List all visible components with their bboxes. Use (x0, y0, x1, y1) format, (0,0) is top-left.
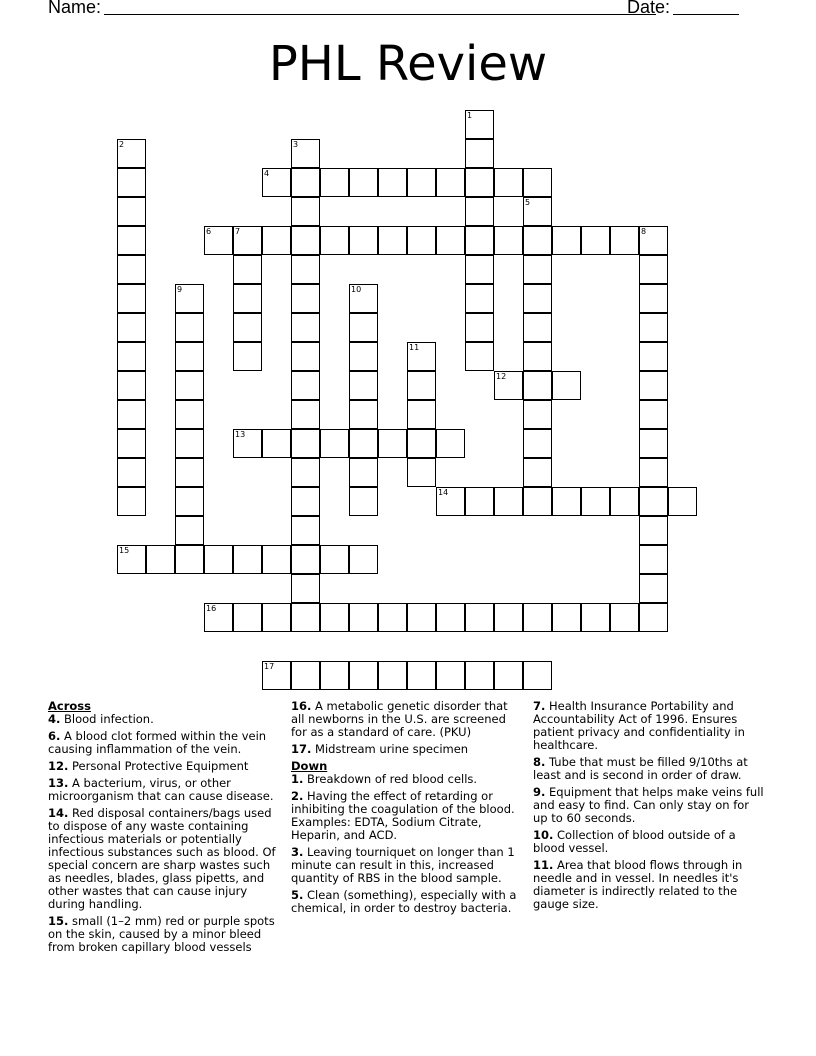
clue-number: 15. (48, 914, 69, 928)
grid-cell[interactable] (291, 429, 320, 458)
grid-cell[interactable] (639, 458, 668, 487)
grid-cell[interactable] (262, 603, 291, 632)
grid-cell[interactable] (175, 342, 204, 371)
grid-cell[interactable] (291, 487, 320, 516)
grid-cell[interactable] (204, 603, 233, 632)
grid-cell[interactable] (175, 313, 204, 342)
clue-number: 14. (48, 806, 69, 820)
grid-cell[interactable] (291, 168, 320, 197)
grid-cell[interactable] (378, 429, 407, 458)
grid-cell[interactable] (349, 313, 378, 342)
clue-number: 14 (438, 488, 449, 497)
grid-cell[interactable] (117, 197, 146, 226)
clue-text: Health Insurance Portability and Accountability Act of 1996. Ensures patient privacy and confidentiality in healthcare. (533, 699, 745, 752)
clue-number: 12. (48, 759, 69, 773)
grid-cell[interactable] (320, 168, 349, 197)
grid-cell[interactable] (407, 342, 436, 371)
grid-cell[interactable] (494, 661, 523, 690)
clue-number: 1. (291, 772, 304, 786)
grid-cell[interactable] (291, 400, 320, 429)
clue-text: Clean (something), especially with a chemical, in order to destroy bacteria. (291, 888, 517, 915)
grid-cell[interactable] (349, 429, 378, 458)
grid-cell[interactable] (436, 487, 465, 516)
grid-cell[interactable] (523, 429, 552, 458)
grid-cell[interactable] (291, 139, 320, 168)
grid-cell[interactable] (465, 255, 494, 284)
clue-number: 4. (48, 712, 61, 726)
grid-cell[interactable] (291, 371, 320, 400)
grid-cell[interactable] (639, 313, 668, 342)
grid-cell[interactable] (581, 226, 610, 255)
grid-cell[interactable] (465, 197, 494, 226)
grid-cell[interactable] (639, 545, 668, 574)
grid-cell[interactable] (117, 458, 146, 487)
clue-number: 1 (467, 111, 473, 120)
clue-text: Personal Protective Equipment (68, 759, 249, 773)
grid-cell[interactable] (291, 226, 320, 255)
clue-item (291, 773, 523, 786)
grid-cell[interactable] (320, 603, 349, 632)
grid-cell[interactable] (320, 429, 349, 458)
grid-cell[interactable] (436, 603, 465, 632)
grid-cell[interactable] (291, 516, 320, 545)
clue-item (533, 756, 765, 782)
clue-number: 17. (291, 742, 312, 756)
grid-cell[interactable] (117, 226, 146, 255)
clue-text: Having the effect of retarding or inhibiting the coagulation of the blood. Examples: EDTA, Sodium Citrate, Heparin, and ACD. (291, 789, 515, 842)
grid-cell[interactable] (639, 400, 668, 429)
grid-cell[interactable] (552, 487, 581, 516)
clue-number: 7. (533, 699, 546, 713)
grid-cell[interactable] (175, 516, 204, 545)
grid-cell[interactable] (407, 429, 436, 458)
clue-number: 16. (291, 699, 312, 713)
clue-text: Tube that must be filled 9/10ths at least and is second in order of draw. (533, 755, 748, 782)
grid-cell[interactable] (291, 603, 320, 632)
clue-item (533, 859, 765, 911)
grid-cell[interactable] (204, 545, 233, 574)
clue-item (533, 786, 765, 825)
clue-number: 7 (235, 227, 241, 236)
grid-cell[interactable] (349, 168, 378, 197)
grid-cell[interactable] (117, 545, 146, 574)
clue-number: 8 (641, 227, 647, 236)
clue-text: Equipment that helps make veins full and easy to find. Can only stay on for up to 60 seconds. (533, 785, 764, 825)
grid-cell[interactable] (639, 342, 668, 371)
grid-cell[interactable] (639, 371, 668, 400)
grid-cell[interactable] (291, 313, 320, 342)
grid-cell[interactable] (465, 139, 494, 168)
grid-cell[interactable] (378, 661, 407, 690)
grid-cell[interactable] (552, 226, 581, 255)
clue-number: 3. (291, 845, 304, 859)
grid-cell[interactable] (523, 197, 552, 226)
grid-cell[interactable] (349, 661, 378, 690)
grid-cell[interactable] (436, 168, 465, 197)
grid-cell[interactable] (233, 545, 262, 574)
clue-number: 10. (533, 828, 554, 842)
grid-cell[interactable] (349, 342, 378, 371)
clue-text: Blood infection. (60, 712, 154, 726)
grid-cell[interactable] (465, 603, 494, 632)
grid-cell[interactable] (407, 371, 436, 400)
grid-cell[interactable] (639, 516, 668, 545)
clue-number: 13. (48, 776, 69, 790)
clue-text: Area that blood flows through in needle and in vessel. In needles it's diameter is indirectly related to the gauge size. (533, 858, 743, 911)
grid-cell[interactable] (117, 255, 146, 284)
grid-cell[interactable] (610, 487, 639, 516)
grid-cell[interactable] (407, 400, 436, 429)
grid-cell[interactable] (465, 313, 494, 342)
grid-cell[interactable] (349, 400, 378, 429)
grid-cell[interactable] (523, 313, 552, 342)
clue-number: 9. (533, 785, 546, 799)
clue-text: small (1–2 mm) red or purple spots on the skin, caused by a minor bleed from broken capillary blood vessels (48, 914, 275, 954)
grid-cell[interactable] (117, 168, 146, 197)
grid-cell[interactable] (407, 168, 436, 197)
grid-cell[interactable] (639, 429, 668, 458)
across-heading: Across (48, 699, 91, 713)
clue-number: 2. (291, 789, 304, 803)
clue-text: Leaving tourniquet on longer than 1 minute can result in this, increased quantity of RBS in the blood sample. (291, 845, 515, 885)
grid-cell[interactable] (175, 458, 204, 487)
grid-cell[interactable] (465, 661, 494, 690)
grid-cell[interactable] (523, 603, 552, 632)
clue-number: 9 (177, 285, 183, 294)
grid-cell[interactable] (117, 371, 146, 400)
grid-cell[interactable] (639, 255, 668, 284)
grid-cell[interactable] (523, 255, 552, 284)
grid-cell[interactable] (262, 168, 291, 197)
grid-cell[interactable] (233, 313, 262, 342)
grid-cell[interactable] (552, 603, 581, 632)
grid-cell[interactable] (291, 197, 320, 226)
grid-cell[interactable] (175, 371, 204, 400)
grid-cell[interactable] (291, 545, 320, 574)
clue-number: 5. (291, 888, 304, 902)
clue-number: 4 (264, 169, 270, 178)
grid-cell[interactable] (233, 429, 262, 458)
grid-cell[interactable] (233, 226, 262, 255)
clue-item (48, 713, 280, 726)
grid-cell[interactable] (349, 226, 378, 255)
grid-cell[interactable] (233, 255, 262, 284)
grid-cell[interactable] (117, 400, 146, 429)
grid-cell[interactable] (465, 226, 494, 255)
clue-item (48, 777, 280, 803)
clue-number: 11. (533, 858, 554, 872)
grid-cell[interactable] (494, 371, 523, 400)
clue-text: Red disposal containers/bags used to dispose of any waste containing infectious materials or potentially infectious substances such as blood. Of special concern are sharp wastes such as needles, blades, glass pipetts, and other wastes that can cause injury during handling. (48, 806, 276, 911)
clue-text: A metabolic genetic disorder that all newborns in the U.S. are screened for as a standard of care. (PKU) (291, 699, 508, 739)
grid-cell[interactable] (407, 661, 436, 690)
clue-item (533, 700, 765, 752)
clue-item (291, 790, 523, 842)
grid-cell[interactable] (291, 458, 320, 487)
grid-cell[interactable] (494, 168, 523, 197)
clue-item (291, 889, 523, 915)
clues-column-3 (533, 700, 765, 915)
grid-cell[interactable] (233, 342, 262, 371)
grid-cell[interactable] (523, 371, 552, 400)
grid-cell[interactable] (494, 487, 523, 516)
grid-cell[interactable] (349, 284, 378, 313)
grid-cell[interactable] (523, 487, 552, 516)
clue-text: Collection of blood outside of a blood vessel. (533, 828, 736, 855)
grid-cell[interactable] (204, 226, 233, 255)
page-title: PHL Review (268, 36, 548, 92)
grid-cell[interactable] (291, 284, 320, 313)
clue-item (533, 829, 765, 855)
clue-number: 10 (351, 285, 362, 294)
grid-cell[interactable] (320, 226, 349, 255)
grid-cell[interactable] (639, 284, 668, 313)
grid-cell[interactable] (378, 603, 407, 632)
grid-cell[interactable] (610, 226, 639, 255)
grid-cell[interactable] (523, 342, 552, 371)
grid-cell[interactable] (465, 110, 494, 139)
clue-number: 5 (525, 198, 531, 207)
grid-cell[interactable] (407, 458, 436, 487)
grid-cell[interactable] (407, 226, 436, 255)
grid-cell[interactable] (349, 371, 378, 400)
clue-number: 13 (235, 430, 246, 439)
grid-cell[interactable] (523, 661, 552, 690)
grid-cell[interactable] (175, 545, 204, 574)
grid-cell[interactable] (233, 284, 262, 313)
clue-number: 2 (119, 140, 125, 149)
grid-cell[interactable] (465, 342, 494, 371)
grid-cell[interactable] (349, 487, 378, 516)
clue-item (48, 807, 280, 911)
grid-cell[interactable] (668, 487, 697, 516)
clue-number: 12 (496, 372, 507, 381)
clue-number: 16 (206, 604, 217, 613)
grid-cell[interactable] (552, 371, 581, 400)
grid-cell[interactable] (262, 661, 291, 690)
clue-number: 3 (293, 140, 299, 149)
clue-number: 11 (409, 343, 420, 352)
grid-cell[interactable] (349, 545, 378, 574)
grid-cell[interactable] (581, 487, 610, 516)
grid-cell[interactable] (320, 661, 349, 690)
clue-item (48, 915, 280, 954)
clue-item (48, 730, 280, 756)
grid-cell[interactable] (523, 226, 552, 255)
grid-cell[interactable] (639, 603, 668, 632)
grid-cell[interactable] (639, 487, 668, 516)
grid-cell[interactable] (465, 487, 494, 516)
grid-cell[interactable] (639, 574, 668, 603)
grid-cell[interactable] (117, 313, 146, 342)
grid-cell[interactable] (175, 284, 204, 313)
grid-cell[interactable] (349, 458, 378, 487)
grid-cell[interactable] (523, 400, 552, 429)
grid-cell[interactable] (262, 429, 291, 458)
grid-cell[interactable] (320, 545, 349, 574)
grid-cell[interactable] (146, 545, 175, 574)
grid-cell[interactable] (291, 661, 320, 690)
grid-cell[interactable] (291, 574, 320, 603)
clue-text: A blood clot formed within the vein causing inflammation of the vein. (48, 729, 267, 756)
grid-cell[interactable] (407, 603, 436, 632)
grid-cell[interactable] (291, 255, 320, 284)
clue-item (48, 760, 280, 773)
grid-cell[interactable] (436, 661, 465, 690)
clue-item (291, 700, 523, 739)
grid-cell[interactable] (436, 429, 465, 458)
grid-cell[interactable] (117, 139, 146, 168)
grid-cell[interactable] (117, 284, 146, 313)
clues-column-1 (48, 700, 280, 958)
grid-cell[interactable] (639, 226, 668, 255)
grid-cell[interactable] (233, 603, 262, 632)
clue-number: 15 (119, 546, 130, 555)
grid-cell[interactable] (262, 226, 291, 255)
grid-cell[interactable] (291, 342, 320, 371)
grid-cell[interactable] (465, 168, 494, 197)
clue-text: A bacterium, virus, or other microorganism that can cause disease. (48, 776, 274, 803)
down-heading: Down (291, 759, 328, 773)
grid-cell[interactable] (117, 429, 146, 458)
grid-cell[interactable] (262, 545, 291, 574)
grid-cell[interactable] (523, 284, 552, 313)
grid-cell[interactable] (175, 429, 204, 458)
grid-cell[interactable] (117, 342, 146, 371)
name-label: Name: (48, 0, 102, 17)
clue-text: Breakdown of red blood cells. (303, 772, 478, 786)
clue-number: 8. (533, 755, 546, 769)
clues-column-2 (291, 700, 523, 919)
grid-cell[interactable] (523, 168, 552, 197)
clue-number: 17 (264, 662, 275, 671)
grid-cell[interactable] (378, 168, 407, 197)
grid-cell[interactable] (494, 226, 523, 255)
grid-cell[interactable] (175, 400, 204, 429)
clue-item (291, 743, 523, 756)
grid-cell[interactable] (378, 226, 407, 255)
grid-cell[interactable] (581, 603, 610, 632)
clue-number: 6 (206, 227, 212, 236)
grid-cell[interactable] (436, 226, 465, 255)
grid-cell[interactable] (117, 487, 146, 516)
date-label: Date: (627, 0, 671, 17)
clue-number: 6. (48, 729, 61, 743)
clue-item (291, 846, 523, 885)
grid-cell[interactable] (494, 603, 523, 632)
grid-cell[interactable] (465, 284, 494, 313)
clue-text: Midstream urine specimen (311, 742, 469, 756)
grid-cell[interactable] (349, 603, 378, 632)
grid-cell[interactable] (523, 458, 552, 487)
grid-cell[interactable] (175, 487, 204, 516)
grid-cell[interactable] (610, 603, 639, 632)
